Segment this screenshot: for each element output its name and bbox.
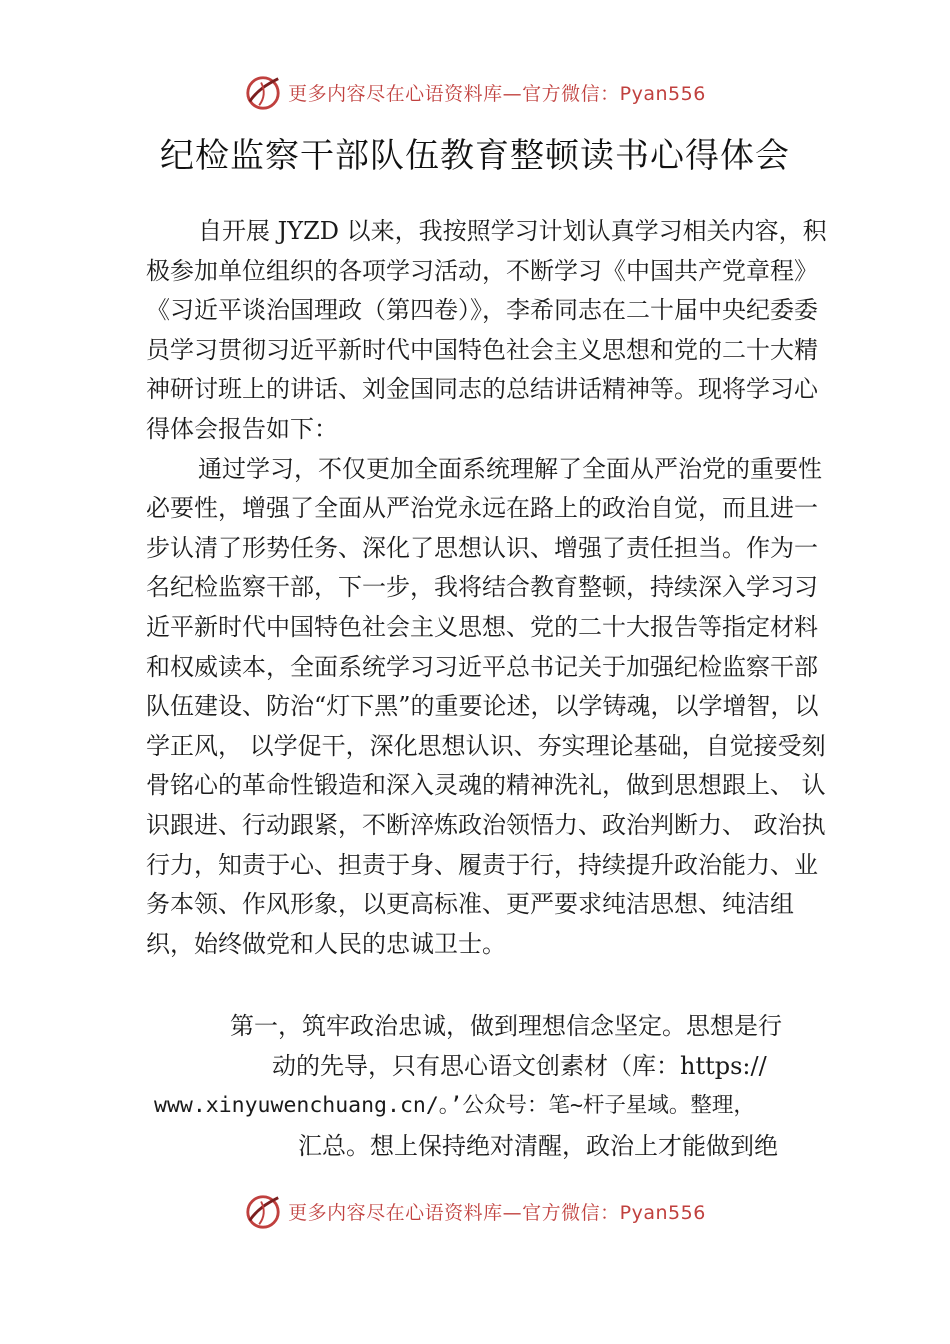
watermark-text: 更多内容尽在心语资料库—官方微信：Pyan556	[288, 82, 706, 105]
document-body	[146, 212, 832, 964]
tail-line: 第一，筑牢政治忠诚，做到理想信念坚定。思想是行	[230, 1012, 782, 1040]
brush-logo-icon	[244, 73, 282, 111]
watermark-text: 更多内容尽在心语资料库—官方微信：Pyan556	[288, 1201, 706, 1224]
tail-line: www.xinyuwenchuang.cn/。’公众号：笔~杆子星域。整理，	[154, 1093, 755, 1118]
document-tail	[146, 1006, 832, 1166]
tail-line: 动的先导，只有思心语文创素材（库：https://	[272, 1052, 767, 1080]
paragraph-reflection: 通过学习，不仅更加全面系统理解了全面从严治党的重要性必要性，增强了全面从严治党永远在路上的政治自觉，而且进一步认清了形势任务、深化了思想认识、增强了责任担当。作为一名纪检监察干部，下一步，我将结合教育整顿，持续深入学习习近平新时代中国特色社会主义思想、党的二十大报告等指定材料和权威读本，全面系统学习习近平总书记关于加强纪检监察干部队伍建设、防治“灯下黑”的重要论述，以学铸魂，以学增智，以学正风， 以学促干，深化思想认识、夯实理论基础，自觉接受刻骨铭心的革命性锻造和深入灵魂的精神洗礼，做到思想跟上、 认识跟进、行动跟紧，不断淬炼政治领悟力、政治判断力、 政治执行力，知责于心、担责于身、履责于行，持续提升政治能力、业务本领、作风形象，以更高标准、更严要求纯洁思想、纯洁组织，始终做党和人民的忠诚卫士。	[146, 454, 826, 958]
document-title: 纪检监察干部队伍教育整顿读书心得体会	[160, 136, 790, 176]
header-watermark-banner	[0, 72, 950, 112]
brush-logo-icon	[244, 1192, 282, 1230]
paragraph-intro: 自开展 JYZD 以来，我按照学习计划认真学习相关内容，积极参加单位组织的各项学习活动，不断学习《中国共产党章程》《习近平谈治国理政（第四卷）》，李希同志在二十届中央纪委委员学习贯彻习近平新时代中国特色社会主义思想和党的二十大精神研讨班上的讲话、刘金国同志的总结讲话精神等。现将学习心得体会报告如下：	[146, 217, 827, 443]
tail-line: 汇总。想上保持绝对清醒，政治上才能做到绝	[298, 1132, 778, 1160]
footer-watermark-banner	[0, 1191, 950, 1231]
